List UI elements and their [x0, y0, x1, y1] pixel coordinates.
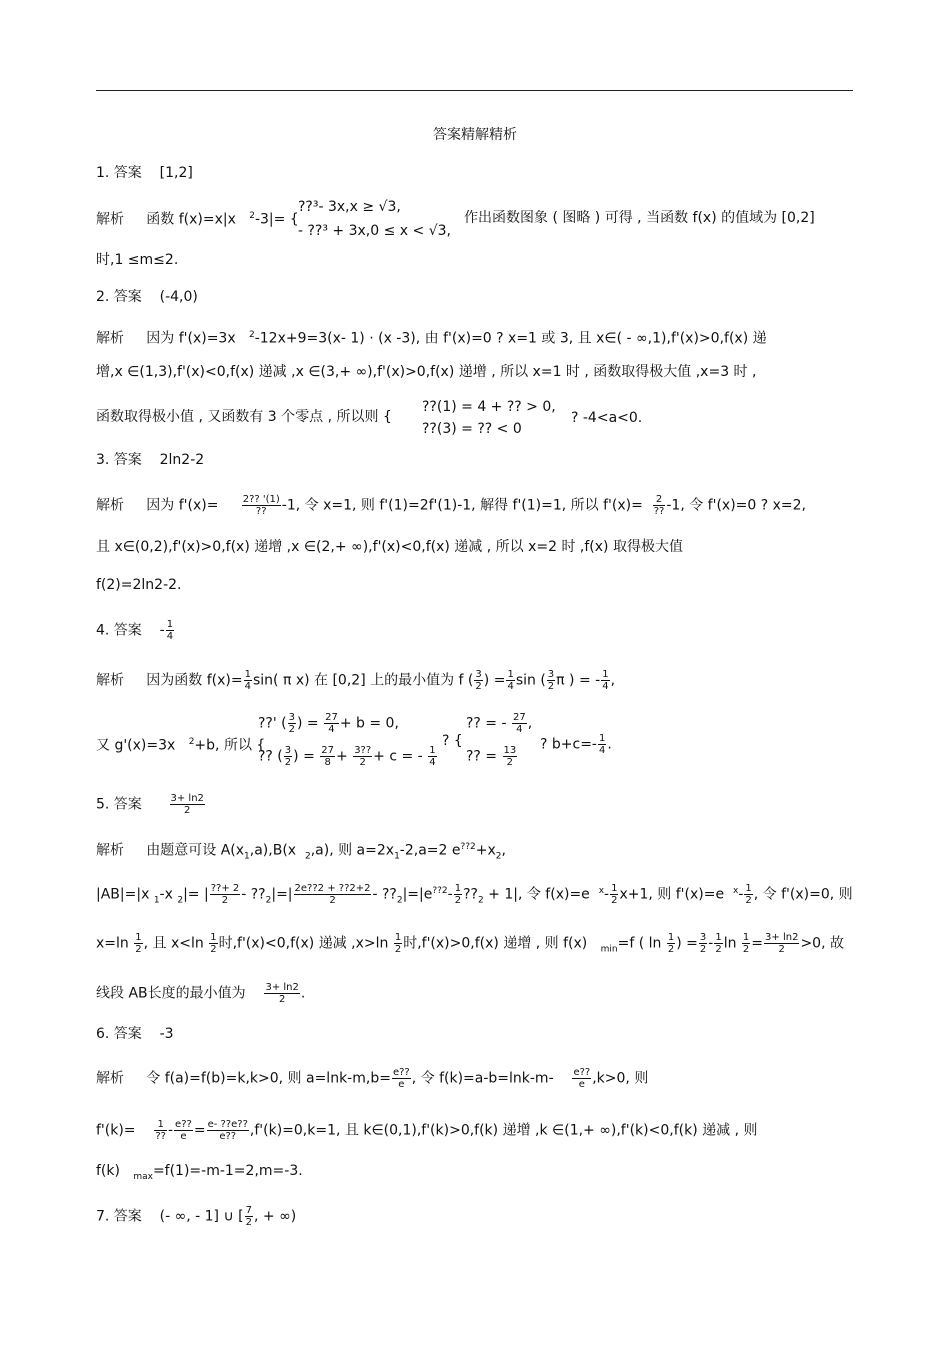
- fraction: $\frac{3+ \ln 2}{2}$: [170, 793, 204, 816]
- solution-5-line-1: 解析 由题意可设 $A(x_1,a),B(x$ $_2$,a), 则 $a=2x_1-2,a=2$ $e^{??2}+x_2$,: [96, 842, 506, 862]
- solution-6-line-2: f'(k)= $\frac{1}{??}$ - $\frac{e??}{e}$ = $\frac{e- ??e??}{e??}$ ,f'(k)=0,k=1, 且 k∈(0,1),f'(k)>0,f(k) 递增 ,k ∈(1,+ ∞),f'(k)<0,f(k) 递减 , 则: [96, 1119, 758, 1142]
- fraction: $\frac{1}{4}$: [507, 669, 514, 692]
- solution-4-line-2: 又 g'(x)=3x $^2$+b, 所以 {: [96, 737, 266, 754]
- fraction: $\frac{1}{4}$: [166, 619, 174, 642]
- fraction: $\frac{1}{4}$: [602, 669, 609, 692]
- solution-3-line-1: 解析 因为 f'(x)= $\frac{2?? '(1)}{??}$ -1, 令 x=1, 则 f'(1)=2f'(1)-1, 解得 f'(1)=1, 所以 f'(x)= $\frac{2}{??}$ -1, 令 f'(x)=0 ? x=2,: [96, 494, 807, 517]
- solution-5-line-2: |AB|=|x $_1$-x $_2$|= | $\frac{??+ 2}{2}$ - $??_2|=|$ $\frac{2e??2 + ??2+2}{2}$ - $??_2|=|e^{??2}-$ $\frac{1}{2}$ $??_2 + 1|$, 令 f(x)=e $^x$- $\frac{1}{2}$ x+1, 则 f'(x)=e $^x$- $\frac{1}{2}$ , 令 f'(x)=0, 则: [96, 883, 853, 907]
- solution-2-result: ? -4<a<0.: [571, 410, 643, 426]
- solution-6-line-1: 解析 令 f(a)=f(b)=k,k>0, 则 a=lnk-m,b= $\frac{e??}{e}$ , 令 f(k)=a-b=lnk-m- $\frac{e??}{e}$ ,k>0, 则: [96, 1067, 649, 1090]
- answer-6: 6. 答案 -3: [96, 1026, 174, 1042]
- system-4b-brace: ? {: [442, 733, 463, 749]
- system-4a-line-1: ??' ( $\frac{3}{2}$ ) = $\frac{27}{4}$ + b = 0,: [258, 712, 399, 735]
- solution-2-line-1: 解析 因为 f'(x)=3x $^2$-12x+9=3(x- 1) · (x -3), 由 f'(x)=0 ? x=1 或 3, 且 x∈( - ∞,1),f'(x)>0,f(x) 递: [96, 330, 767, 347]
- fraction: $\frac{3}{2}$: [475, 669, 482, 692]
- solution-2-line-3: 函数取得极小值 , 又函数有 3 个零点 , 所以则 {: [96, 409, 392, 425]
- solution-4-result: ? b+c=- $\frac{1}{4}$ .: [540, 733, 612, 756]
- solution-1-tail: 作出函数图象 ( 图略 ) 可得 , 当函数 f(x) 的值域为 [0,2]: [464, 210, 815, 226]
- solution-2-line-2: 增,x ∈(1,3),f'(x)<0,f(x) 递减 ,x ∈(3,+ ∞),f'(x)>0,f(x) 递增 , 所以 x=1 时 , 函数取得极大值 ,x=3 时 ,: [96, 364, 757, 380]
- answer-5: 5. 答案 $\frac{3+ \ln 2}{2}$: [96, 793, 204, 816]
- fraction: $\frac{1}{4}$: [244, 669, 251, 692]
- solution-5-line-3: x=ln $\frac{1}{2}$ , 且 x<ln $\frac{1}{2}$ 时,f'(x)<0,f(x) 递减 ,x>ln $\frac{1}{2}$ 时,f'(x)>0,f(x) 递增 , 则 f(x) $_{min}$=f ( ln $\frac{1}{2}$ ) = $\frac{3}{2}$ - $\frac{1}{2}$ ln $\frac{1}{2}$ = $\frac{3+ \ln 2}{2}$ >0, 故: [96, 932, 844, 955]
- page-title: 答案精解精析: [433, 127, 517, 143]
- system-2-line-1: ??(1) = 4 + ?? > 0,: [422, 399, 556, 415]
- system-4b-line-2: ?? = $\frac{13}{2}$: [466, 745, 517, 768]
- system-4b-line-1: ?? = - $\frac{27}{4}$ ,: [466, 712, 533, 735]
- solution-5-line-4: 线段 AB长度的最小值为 $\frac{3+ \ln 2}{2}$ .: [96, 982, 306, 1005]
- solution-3-line-2: 且 x∈(0,2),f'(x)>0,f(x) 递增 ,x ∈(2,+ ∞),f'(x)<0,f(x) 递减 , 所以 x=2 时 ,f(x) 取得极大值: [96, 539, 683, 555]
- solution-4-line-1: 解析 因为函数 f(x)= $\frac{1}{4}$ sin( π x) 在 [0,2] 上的最小值为 f ( $\frac{3}{2}$ ) = $\frac{1}{4}$ sin ( $\frac{3}{2}$ π ) = - $\frac{1}{4}$ ,: [96, 669, 616, 692]
- fraction: $\frac{2?? '(1)}{??}$: [242, 494, 280, 517]
- answer-2: 2. 答案 (-4,0): [96, 289, 198, 305]
- answer-3: 3. 答案 2ln2-2: [96, 452, 205, 468]
- fraction: $\frac{7}{2}$: [245, 1205, 253, 1228]
- header-rule: [96, 90, 853, 91]
- system-4a-line-2: ?? ( $\frac{3}{2}$ ) = $\frac{27}{8}$ + $\frac{3??}{2}$ + c = - $\frac{1}{4}$: [258, 745, 436, 768]
- system-1-line-2: - ??³ + 3x,0 ≤ x < √3,: [298, 223, 451, 239]
- fraction: $\frac{3}{2}$: [547, 669, 555, 692]
- answer-1: 1. 答案 [1,2]: [96, 165, 193, 181]
- system-2-line-2: ??(3) = ?? < 0: [422, 421, 522, 437]
- system-1-line-1: ??³- 3x,x ≥ √3,: [298, 199, 401, 215]
- fraction: $\frac{2}{??}$: [653, 494, 665, 517]
- solution-1-end: 时,1 ≤m≤2.: [96, 252, 179, 268]
- solution-1: 解析 函数 f(x)=x|x $^2$-3|= {: [96, 211, 299, 228]
- answer-4: 4. 答案 - $\frac{1}{4}$: [96, 619, 174, 642]
- solution-6-line-3: f(k) $_{max}$=f(1)=-m-1=2,m=-3.: [96, 1163, 303, 1182]
- solution-3-line-3: f(2)=2ln2-2.: [96, 577, 182, 593]
- answer-7: 7. 答案 (- ∞, - 1] ∪ [ $\frac{7}{2}$ , + ∞): [96, 1205, 297, 1228]
